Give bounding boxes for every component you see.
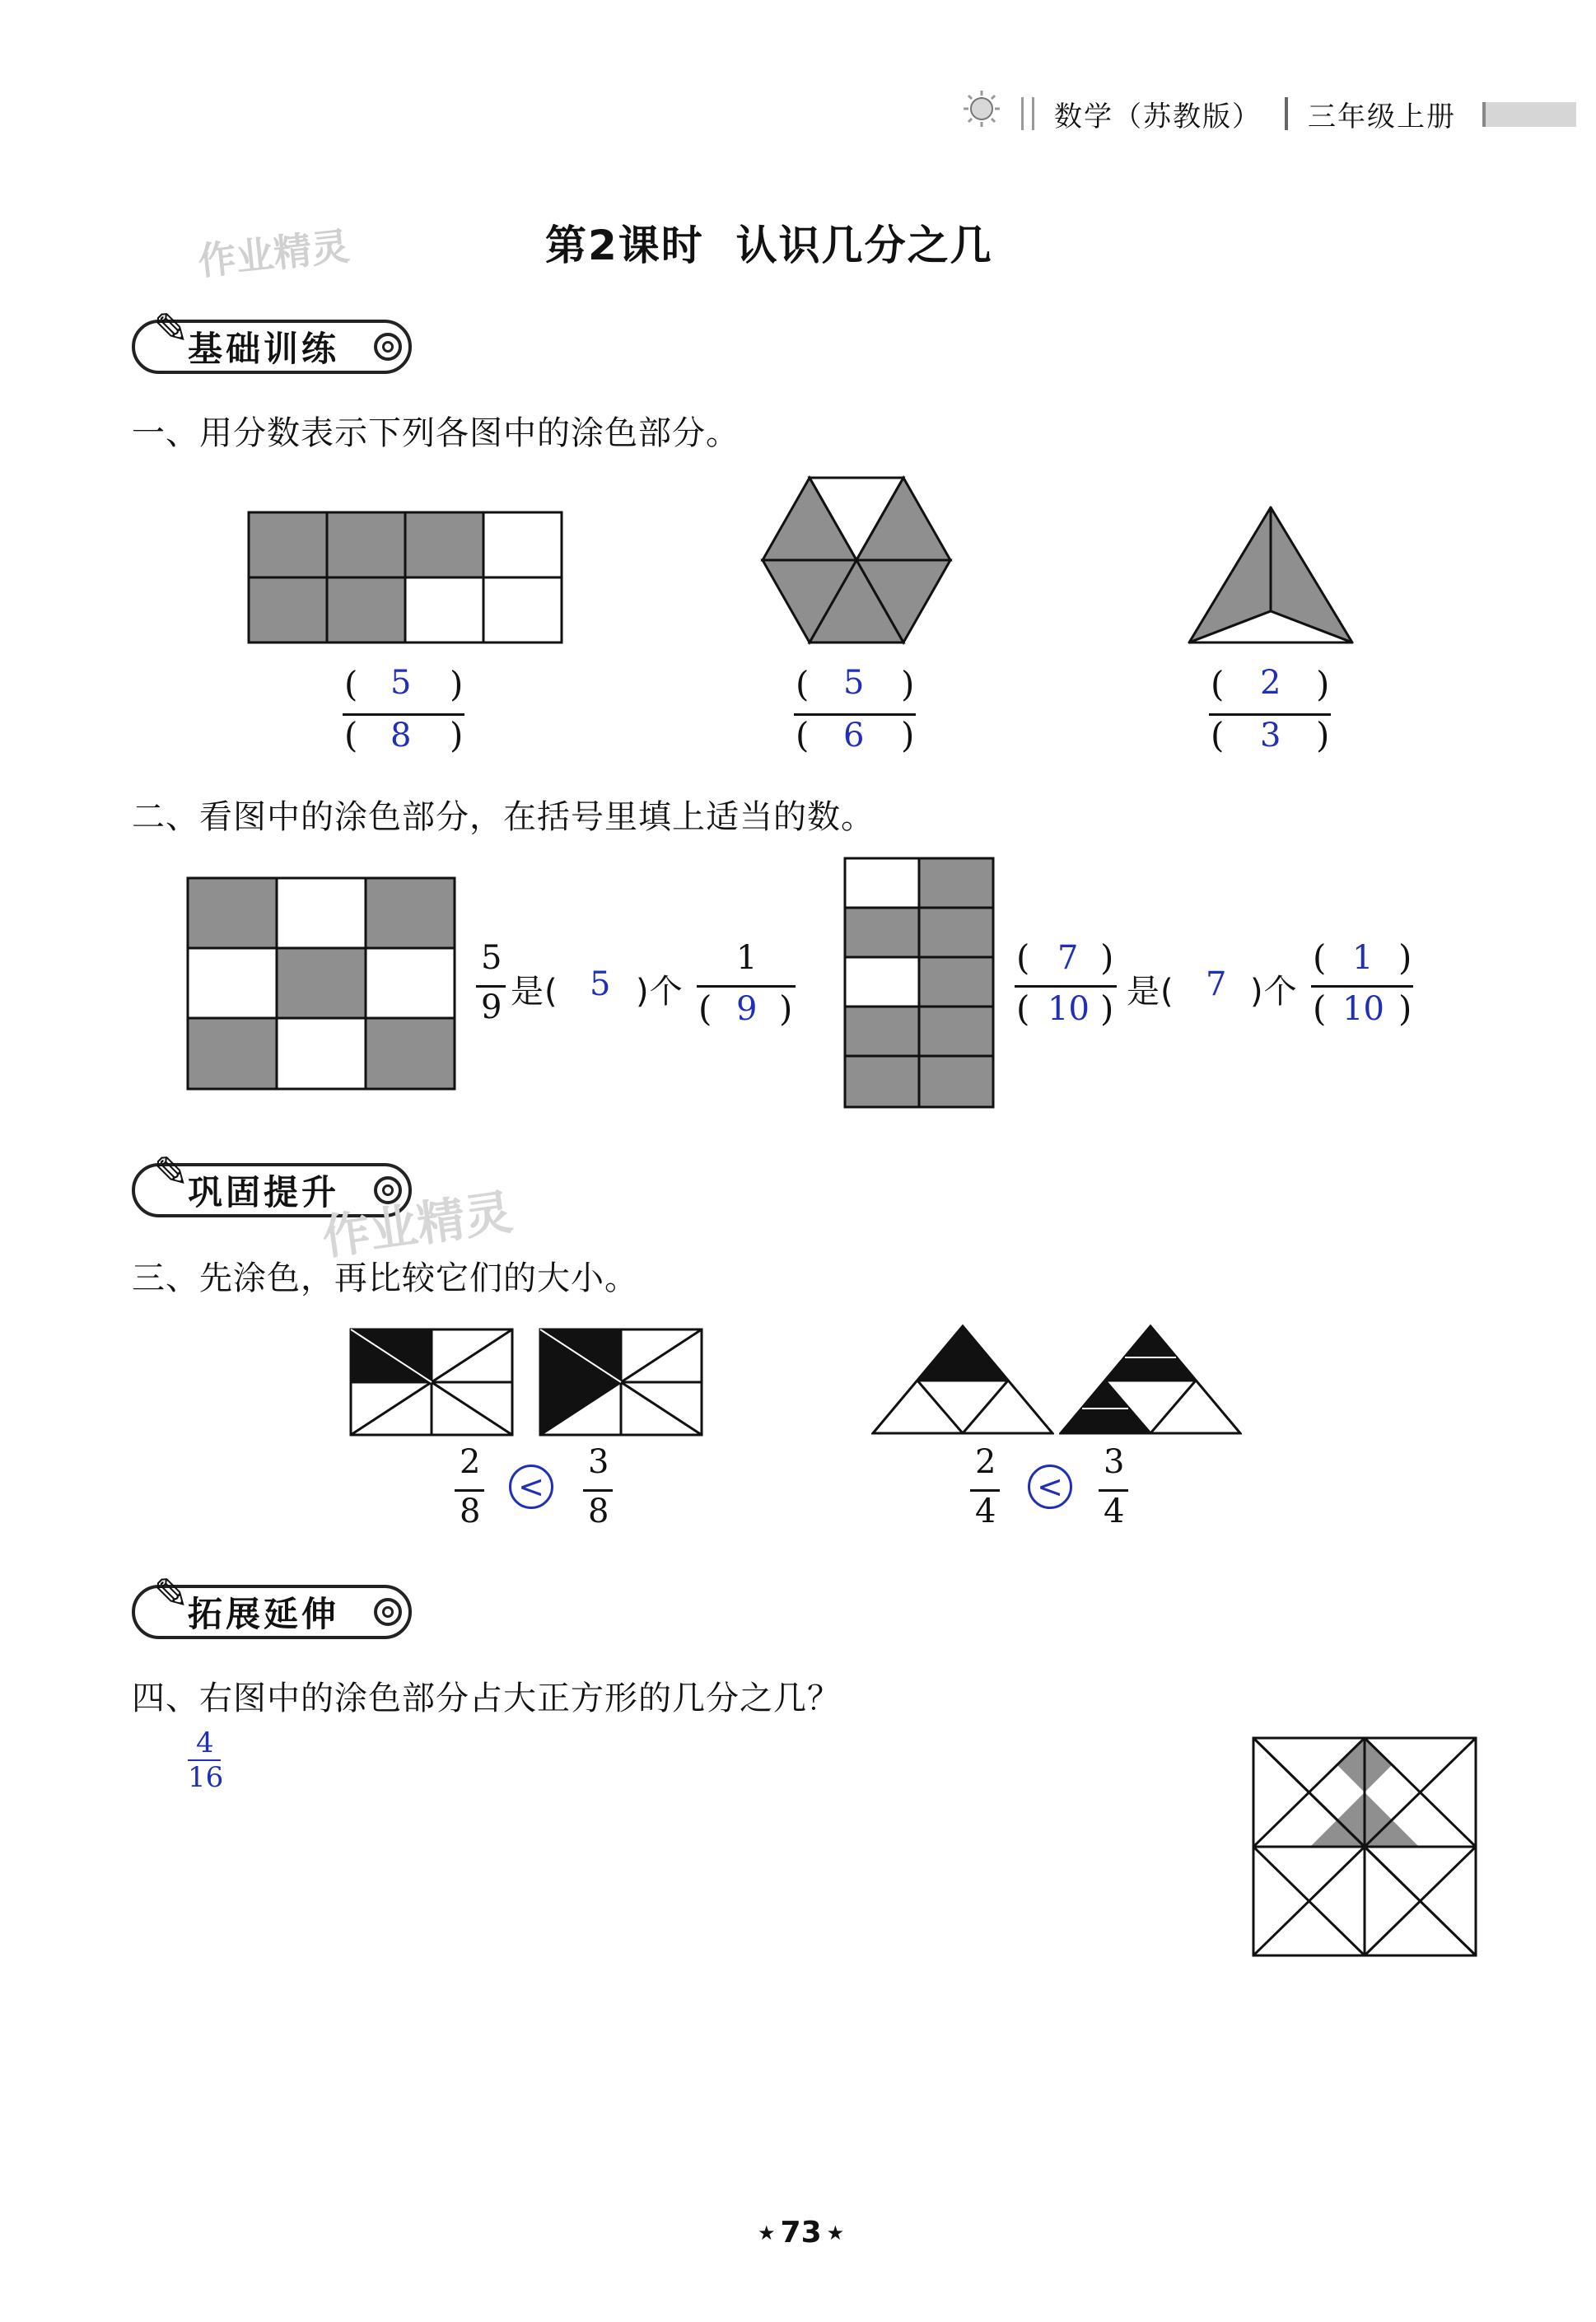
section-label: 基础训练 <box>188 329 340 369</box>
right-denominator: 4 <box>1104 1493 1125 1530</box>
page-number-text: 73 <box>780 2216 822 2250</box>
unit-numerator: 1 <box>1352 939 1374 977</box>
q3-rect-figure-right <box>539 1328 705 1437</box>
star-icon: ★ <box>758 2221 776 2245</box>
section-label: 巩固提升 <box>188 1172 340 1212</box>
watermark: 作业精灵 <box>319 1184 516 1266</box>
denominator: 8 <box>390 717 412 755</box>
compare-sign <box>509 1465 553 1509</box>
right-numerator: 3 <box>1104 1443 1125 1481</box>
compare-sign-text: < <box>518 1469 544 1505</box>
ring-icon <box>374 1598 402 1626</box>
pencil-icon: ✎ <box>153 1570 189 1619</box>
compare-sign-text: < <box>1037 1469 1063 1505</box>
question-4: 四、右图中的涂色部分占大正方形的几分之几？ <box>132 1680 841 1717</box>
section-label: 拓展延伸 <box>188 1594 340 1634</box>
unit-denominator: 9 <box>736 990 758 1028</box>
is-text: 是( <box>1127 973 1174 1011</box>
star-icon: ★ <box>826 2221 845 2245</box>
q3-triangle-figure-left <box>871 1323 1054 1437</box>
count-answer: 5 <box>590 965 611 1003</box>
unit-text: )个 <box>636 973 684 1011</box>
fraction-denominator: 10 <box>1048 990 1090 1028</box>
header-grade: 三年级上册 <box>1308 100 1456 133</box>
unit-text: )个 <box>1250 973 1298 1011</box>
numerator: 5 <box>390 664 412 702</box>
q3-rect-figure-left <box>349 1328 516 1437</box>
left-numerator: 2 <box>975 1443 996 1481</box>
header-divider <box>1021 97 1034 130</box>
question-1: 一、用分数表示下列各图中的涂色部分。 <box>132 414 740 452</box>
right-numerator: 3 <box>588 1443 609 1481</box>
fraction-numerator: 7 <box>1057 939 1079 977</box>
q1-triangle-figure <box>1186 502 1356 647</box>
page-number <box>758 2216 844 2250</box>
is-text: 是( <box>511 973 558 1011</box>
q2-grid-figure <box>186 876 456 1091</box>
pencil-icon: ✎ <box>153 1148 189 1198</box>
answer-numerator: 4 <box>196 1726 214 1759</box>
unit-numerator: 1 <box>736 939 758 977</box>
fraction-numerator: 5 <box>481 939 502 977</box>
ring-icon <box>374 333 402 361</box>
section-badge-basic <box>132 305 412 374</box>
q1-rectangle-figure <box>247 511 563 644</box>
q3-triangle-figure-right <box>1059 1323 1242 1437</box>
header-bar <box>1482 102 1576 127</box>
count-answer: 7 <box>1206 965 1227 1003</box>
q1-hexagon-figure <box>758 473 955 647</box>
header-sun-icon <box>962 89 1001 128</box>
numerator: 2 <box>1260 664 1281 702</box>
unit-denominator: 10 <box>1342 990 1384 1028</box>
compare-sign <box>1028 1465 1072 1509</box>
right-denominator: 8 <box>588 1493 609 1530</box>
left-denominator: 8 <box>460 1493 481 1530</box>
watermark: 作业精灵 <box>195 223 352 284</box>
fraction-denominator: 9 <box>481 988 502 1026</box>
answer-denominator: 16 <box>188 1761 224 1794</box>
denominator: 6 <box>843 717 865 755</box>
left-denominator: 4 <box>975 1493 996 1530</box>
header-divider <box>1285 97 1288 130</box>
q4-square-figure <box>1252 1736 1477 1957</box>
denominator: 3 <box>1260 717 1281 755</box>
section-badge-extend <box>132 1570 412 1639</box>
q2-column-figure <box>843 857 995 1109</box>
left-numerator: 2 <box>460 1443 481 1481</box>
header-book: 数学（苏教版） <box>1054 100 1262 133</box>
question-3: 三、先涂色，再比较它们的大小。 <box>132 1259 638 1297</box>
question-2: 二、看图中的涂色部分，在括号里填上适当的数。 <box>132 798 875 836</box>
page-title: 第2课时 认识几分之几 <box>545 222 993 269</box>
numerator: 5 <box>843 664 865 702</box>
pencil-icon: ✎ <box>153 305 189 354</box>
